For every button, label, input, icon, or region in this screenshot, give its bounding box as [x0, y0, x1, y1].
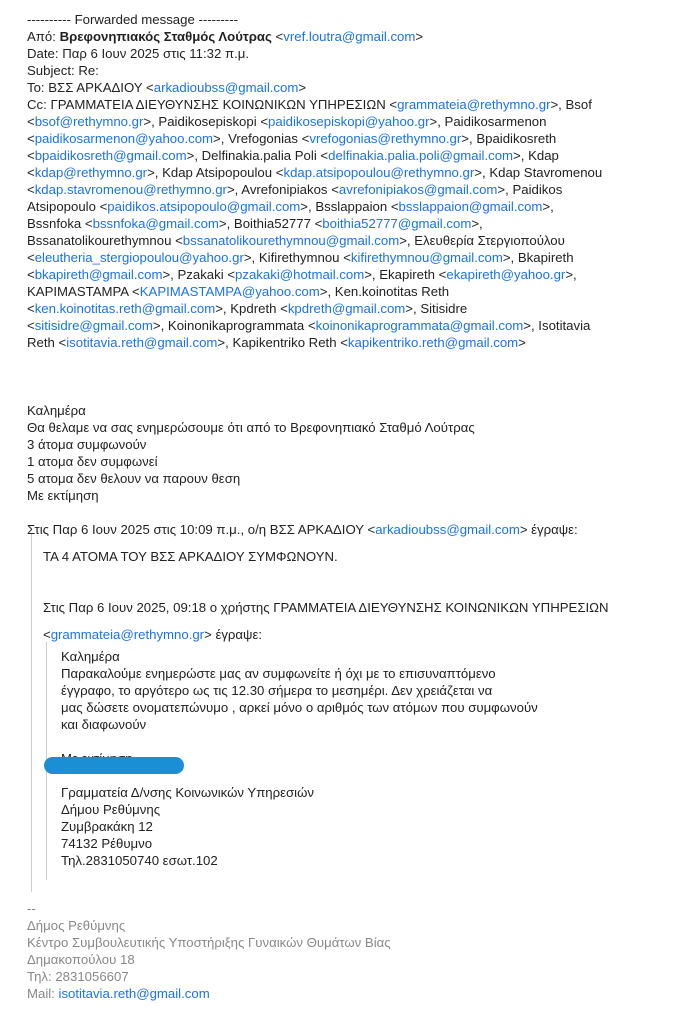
reply2-signature-line: Ζυμβρακάκη 12	[61, 819, 153, 834]
reply2-intro-email-row: <grammateia@rethymno.gr> έγραψε:	[43, 627, 263, 642]
cc-name: Kdap Atsipopoulou	[162, 165, 273, 180]
cc-name: Ken.koinotitas Reth	[334, 284, 450, 299]
reply2-intro-suffix: > έγραψε:	[204, 627, 263, 642]
cc-email-link[interactable]: bpaidikosreth@gmail.com	[34, 148, 187, 163]
cc-line-9: Bssanatolikourethymnou <bssanatolikourethymnou@gmail.com>, Ελευθερία Στεργιοπούλου	[27, 233, 565, 248]
cc-email-link[interactable]: paidikosarmenon@yahoo.com	[34, 131, 214, 146]
cc-name: Bssanatolikourethymnou	[27, 233, 172, 248]
cc-name: Kdap	[528, 148, 559, 163]
cc-line-14: <sitisidre@gmail.com>, Koinonikaprogrammata <koinonikaprogrammata@gmail.com>, Isotitavia	[27, 318, 591, 333]
cc-line-5: <kdap@rethymno.gr>, Kdap Atsipopoulou <kdap.atsipopoulou@rethymno.gr>, Kdap Stavromenou	[27, 165, 603, 180]
body-line: 1 ατομα δεν συμφωνεί	[27, 454, 158, 469]
cc-name: Bssnfoka	[27, 216, 82, 231]
reply2-signature-line: Δήμου Ρεθύμνης	[61, 802, 161, 817]
cc-email-link[interactable]: grammateia@rethymno.gr	[397, 97, 551, 112]
cc-email-link[interactable]: ken.koinotitas.reth@gmail.com	[34, 301, 216, 316]
cc-email-link[interactable]: bssanatolikourethymnou@gmail.com	[182, 233, 400, 248]
cc-name: Ekapireth	[379, 267, 435, 282]
date-label: Date:	[27, 46, 59, 61]
cc-name: Boithia52777	[233, 216, 311, 231]
cc-email-link[interactable]: paidikos.atsipopoulo@gmail.com	[107, 199, 301, 214]
cc-email-link[interactable]: vrefogonias@rethymno.gr	[309, 131, 462, 146]
cc-email-link[interactable]: bsslappaion@gmail.com	[398, 199, 543, 214]
reply2-signature-line: Τηλ.2831050740 εσωτ.102	[61, 853, 218, 868]
cc-name: Delfinakia.palia Poli	[201, 148, 317, 163]
cc-name: Bsof	[565, 97, 592, 112]
reply1-text: ΤΑ 4 ΑΤΟΜΑ ΤΟΥ ΒΣΣ ΑΡΚΑΔΙΟΥ ΣΥΜΦΩΝΟΥΝ.	[43, 549, 338, 564]
reply1-intro-suffix: > έγραψε:	[519, 522, 578, 537]
body-line: 5 ατομα δεν θελουν να παρουν θεση	[27, 471, 241, 486]
cc-line-4: <bpaidikosreth@gmail.com>, Delfinakia.palia Poli <delfinakia.palia.poli@gmail.com>, Kdap	[27, 148, 559, 163]
cc-email-link[interactable]: KAPIMASTAMPA@yahoo.com	[139, 284, 320, 299]
cc-name: Vrefogonias	[228, 131, 298, 146]
cc-name: Kapikentriko Reth	[232, 335, 337, 350]
reply1-email-link[interactable]: arkadioubss@gmail.com	[375, 522, 520, 537]
cc-email-link[interactable]: kifirethymnou@gmail.com	[350, 250, 503, 265]
body-line: 3 άτομα συμφωνούν	[27, 437, 147, 452]
reply2-paragraph: Παρακαλούμε ενημερώστε μας αν συμφωνείτε ή όχι με το επισυναπτόμενο	[61, 666, 496, 681]
cc-email-link[interactable]: kpdreth@gmail.com	[287, 301, 406, 316]
cc-email-link[interactable]: eleutheria_stergiopoulou@yahoo.gr	[34, 250, 244, 265]
date-value: Παρ 6 Ιουν 2025 στις 11:32 π.μ.	[62, 46, 249, 61]
cc-email-link[interactable]: boithia52777@gmail.com	[322, 216, 472, 231]
from-row: Από: Βρεφονηπιακός Σταθμός Λούτρας <vref.loutra@gmail.com>	[27, 29, 424, 44]
cc-line-2: <bsof@rethymno.gr>, Paidikosepiskopi <paidikosepiskopi@yahoo.gr>, Paidikosarmenon	[27, 114, 547, 129]
signature-mail-link[interactable]: isotitavia.reth@gmail.com	[58, 986, 210, 1001]
cc-name: Bsslappaion	[315, 199, 388, 214]
cc-name: Paidikosarmenon	[444, 114, 547, 129]
subject-label: Subject:	[27, 63, 75, 78]
to-row: To: ΒΣΣ ΑΡΚΑΔΙΟΥ <arkadioubss@gmail.com>	[27, 80, 307, 95]
cc-name: ΚΑΡΙΜΑSΤΑΜΡΑ	[27, 284, 129, 299]
reply2-paragraph: μας δώσετε ονοματεπώνυμο , αρκεί μόνο ο αριθμός των ατόμων που συμφωνούν	[61, 700, 538, 715]
signature-mail-label: Mail:	[27, 986, 55, 1001]
body-greeting: Καλημέρα	[27, 403, 86, 418]
reply2-signature-line: 74132 Ρέθυμνο	[61, 836, 153, 851]
reply2-paragraph: έγγραφο, το αργότερο ως τις 12.30 σήμερα το μεσημέρι. Δεν χρειάζεται να	[61, 683, 493, 698]
to-label: To:	[27, 80, 45, 95]
cc-line-11: <bkapireth@gmail.com>, Pzakaki <pzakaki@hotmail.com>, Ekapireth <ekapireth@yahoo.gr>,	[27, 267, 577, 282]
cc-email-link[interactable]: isotitavia.reth@gmail.com	[66, 335, 218, 350]
cc-name: Paidikosepiskopi	[158, 114, 257, 129]
reply1-intro-text: Στις Παρ 6 Ιουν 2025 στις 10:09 π.μ., ο/η ΒΣΣ ΑΡΚΑΔΙΟΥ <	[27, 522, 376, 537]
cc-line-12: ΚΑΡΙΜΑSΤΑΜΡΑ <KAPIMASTAMPA@yahoo.com>, Ken.koinotitas Reth	[27, 284, 450, 299]
reply2-email-link[interactable]: grammateia@rethymno.gr	[50, 627, 205, 642]
cc-email-link[interactable]: avrefonipiakos@gmail.com	[338, 182, 498, 197]
to-name: ΒΣΣ ΑΡΚΑΔΙΟΥ	[48, 80, 143, 95]
email-view	[27, 11, 677, 538]
signature-line: Κέντρο Συμβουλευτικής Υποστήριξης Γυναικών Θυμάτων Βίας	[27, 935, 391, 950]
signature-mail-row	[27, 985, 391, 1002]
cc-email-link[interactable]: sitisidre@gmail.com	[34, 318, 153, 333]
cc-line-10: <eleutheria_stergiopoulou@yahoo.gr>, Kifirethymnou <kifirethymnou@gmail.com>, Bkapireth	[27, 250, 574, 265]
cc-email-link[interactable]: bssnfoka@gmail.com	[92, 216, 219, 231]
cc-name: ΓΡΑΜΜΑΤΕΙΑ ΔΙΕΥΘΥΝΣΗΣ ΚΟΙΝΩΝΙΚΩΝ ΥΠΗΡΕΣΙΩΝ	[50, 97, 386, 112]
body-line: Θα θελαμε να σας ενημερώσουμε ότι από το Βρεφονηπιακό Σταθμό Λούτρας	[27, 420, 475, 435]
body-closing: Με εκτίμηση	[27, 488, 99, 503]
cc-label: Cc:	[27, 97, 47, 112]
cc-name: Kdap Stavromenou	[489, 165, 603, 180]
cc-name: Koinonikaprogrammata	[167, 318, 305, 333]
cc-email-link[interactable]: koinonikaprogrammata@gmail.com	[315, 318, 524, 333]
cc-name: Bpaidikosreth	[476, 131, 557, 146]
subject-value: Re:	[78, 63, 99, 78]
cc-email-link[interactable]: kdap.atsipopoulou@rethymno.gr	[283, 165, 475, 180]
cc-line-15: Reth <isotitavia.reth@gmail.com>, Kapikentriko Reth <kapikentriko.reth@gmail.com>	[27, 335, 526, 350]
cc-email-link[interactable]: ekapireth@yahoo.gr	[446, 267, 566, 282]
cc-email-link[interactable]: kdap@rethymno.gr	[34, 165, 148, 180]
cc-name: Pzakaki	[177, 267, 224, 282]
from-label: Από:	[27, 29, 56, 44]
cc-name: Sitisidre	[420, 301, 468, 316]
cc-email-link[interactable]: pzakaki@hotmail.com	[235, 267, 365, 282]
signature-dashes: --	[27, 901, 36, 916]
signature-line: Τηλ: 2831056607	[27, 969, 129, 984]
cc-name: Ελευθερία Στεργιοπούλου	[414, 233, 565, 248]
cc-email-link[interactable]: kdap.stavromenou@rethymno.gr	[34, 182, 227, 197]
cc-name: Kifirethymnou	[258, 250, 340, 265]
to-email-link[interactable]: arkadioubss@gmail.com	[153, 80, 299, 95]
cc-line-3: <paidikosarmenon@yahoo.com>, Vrefogonias <vrefogonias@rethymno.gr>, Bpaidikosreth	[27, 131, 557, 146]
cc-line-6: <kdap.stavromenou@rethymno.gr>, Avrefonipiakos <avrefonipiakos@gmail.com>, Paidikos	[27, 182, 563, 197]
cc-email-link[interactable]: delfinakia.palia.poli@gmail.com	[328, 148, 514, 163]
from-email-link[interactable]: vref.loutra@gmail.com	[283, 29, 416, 44]
cc-line-8: Bssnfoka <bssnfoka@gmail.com>, Boithia52777 <boithia52777@gmail.com>,	[27, 216, 483, 231]
date-row	[27, 45, 677, 62]
cc-line-7: Atsipopoulo <paidikos.atsipopoulo@gmail.com>, Bsslappaion <bsslappaion@gmail.com>,	[27, 199, 554, 214]
cc-line-1: Cc: ΓΡΑΜΜΑΤΕΙΑ ΔΙΕΥΘΥΝΣΗΣ ΚΟΙΝΩΝΙΚΩΝ ΥΠΗΡΕΣΙΩΝ <grammateia@rethymno.gr>, Bsof	[27, 97, 592, 112]
cc-email-link[interactable]: bkapireth@gmail.com	[34, 267, 163, 282]
subject-row	[27, 62, 677, 79]
cc-line-13: <ken.koinotitas.reth@gmail.com>, Kpdreth <kpdreth@gmail.com>, Sitisidre	[27, 301, 468, 316]
reply2-paragraph: και διαφωνούν	[61, 717, 147, 732]
cc-name: Avrefonipiakos	[241, 182, 328, 197]
reply2-signature-line: Γραμματεία Δ/νσης Κοινωνικών Υπηρεσιών	[61, 785, 314, 800]
email-signature	[27, 900, 391, 1002]
cc-name: Bkapireth	[517, 250, 574, 265]
quoted-reply-1	[31, 534, 672, 892]
cc-name: Kpdreth	[230, 301, 277, 316]
redaction-mark	[44, 757, 184, 774]
from-name: Βρεφονηπιακός Σταθμός Λούτρας	[59, 29, 272, 44]
signature-line: Δήμος Ρεθύμνης	[27, 918, 126, 933]
signature-line: Δημακοπούλου 18	[27, 952, 135, 967]
cc-email-link[interactable]: kapikentriko.reth@gmail.com	[347, 335, 519, 350]
cc-email-link[interactable]: paidikosepiskopi@yahoo.gr	[268, 114, 430, 129]
reply2-intro: Στις Παρ 6 Ιουν 2025, 09:18 ο χρήστης ΓΡΑΜΜΑΤΕΙΑ ΔΙΕΥΘΥΝΣΗΣ ΚΟΙΝΩΝΙΚΩΝ ΥΠΗΡΕΣΙΩΝ	[43, 600, 609, 615]
forward-header: ---------- Forwarded message ---------	[27, 12, 238, 27]
reply2-greeting: Καλημέρα	[61, 649, 120, 664]
cc-email-link[interactable]: bsof@rethymno.gr	[34, 114, 144, 129]
